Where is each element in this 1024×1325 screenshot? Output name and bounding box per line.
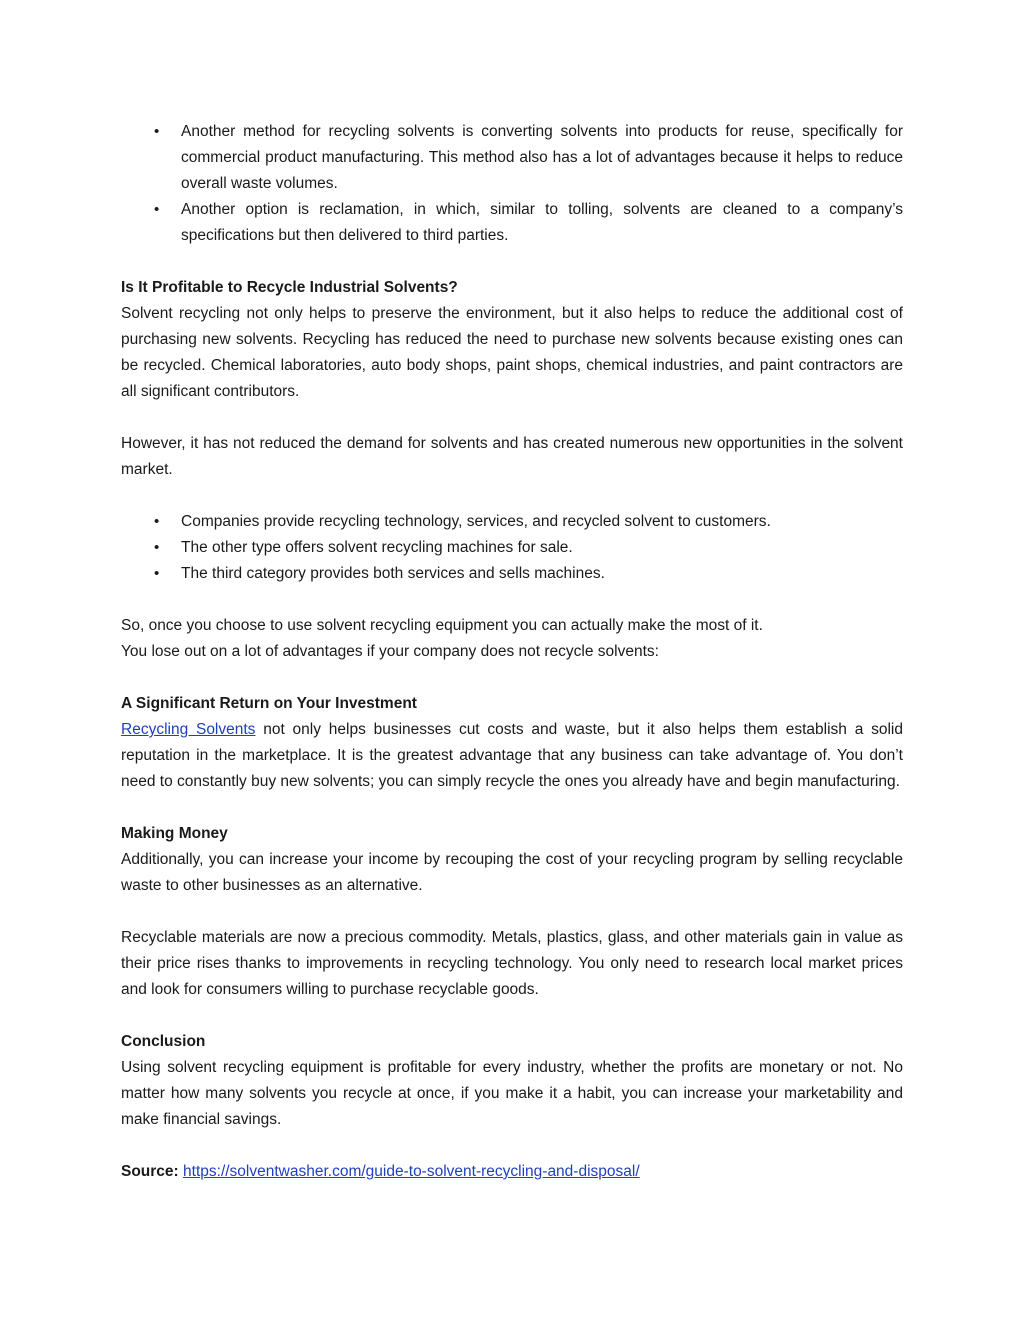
- paragraph-text: not only helps businesses cut costs and waste, but it also helps them establish a solid reputation in the marketplace. It is the greatest advantage that any business can take advantage of. You don’t need to constantly buy new solvents; you can simply recycle the ones you already have and begin manufacturing.: [121, 721, 903, 790]
- list-item: • Companies provide recycling technology, services, and recycled solvent to customers.: [121, 509, 903, 535]
- paragraph-line: So, once you choose to use solvent recycling equipment you can actually make the most of it.: [121, 617, 763, 634]
- document-page: [121, 119, 903, 1185]
- heading-conclusion: Conclusion: [121, 1033, 206, 1050]
- source-line: [121, 1159, 903, 1185]
- source-link[interactable]: https://solventwasher.com/guide-to-solvent-recycling-and-disposal/: [183, 1163, 640, 1180]
- paragraph: Solvent recycling not only helps to preserve the environment, but it also helps to reduce the additional cost of purchasing new solvents. Recycling has reduced the need to purchase new solvents because existing ones can be recycled. Chemical laboratories, auto body shops, paint shops, chemical industries, and paint contractors are all significant contributors.: [121, 305, 903, 400]
- paragraph: Using solvent recycling equipment is profitable for every industry, whether the profits are monetary or not. No matter how many solvents you recycle at once, if you make it a habit, you can increase your marketability and make financial savings.: [121, 1059, 903, 1128]
- list-item: • The third category provides both services and sells machines.: [121, 561, 903, 587]
- list-item: • The other type offers solvent recycling machines for sale.: [121, 535, 903, 561]
- paragraph: Additionally, you can increase your income by recouping the cost of your recycling program by selling recyclable waste to other businesses as an alternative.: [121, 851, 903, 894]
- heading-return: A Significant Return on Your Investment: [121, 695, 417, 712]
- list-item: • Another option is reclamation, in which, similar to tolling, solvents are cleaned to a company’s specifications but then delivered to third parties.: [121, 197, 903, 249]
- source-label: Source:: [121, 1163, 179, 1180]
- paragraph: Recyclable materials are now a precious commodity. Metals, plastics, glass, and other materials gain in value as their price rises thanks to improvements in recycling technology. You only need to research local market prices and look for consumers willing to purchase recyclable goods.: [121, 929, 903, 998]
- intro-bullet-list: [121, 119, 903, 249]
- paragraph-line: You lose out on a lot of advantages if your company does not recycle solvents:: [121, 643, 659, 660]
- heading-money: Making Money: [121, 825, 228, 842]
- list-item: • Another method for recycling solvents is converting solvents into products for reuse, specifically for commercial product manufacturing. This method also has a lot of advantages because it helps to reduce overall waste volumes.: [121, 119, 903, 197]
- heading-profitable: Is It Profitable to Recycle Industrial Solvents?: [121, 279, 458, 296]
- recycling-solvents-link[interactable]: Recycling Solvents: [121, 721, 256, 738]
- company-type-bullet-list: [121, 509, 903, 587]
- paragraph: However, it has not reduced the demand for solvents and has created numerous new opportunities in the solvent market.: [121, 435, 903, 478]
- paragraph: [121, 717, 903, 795]
